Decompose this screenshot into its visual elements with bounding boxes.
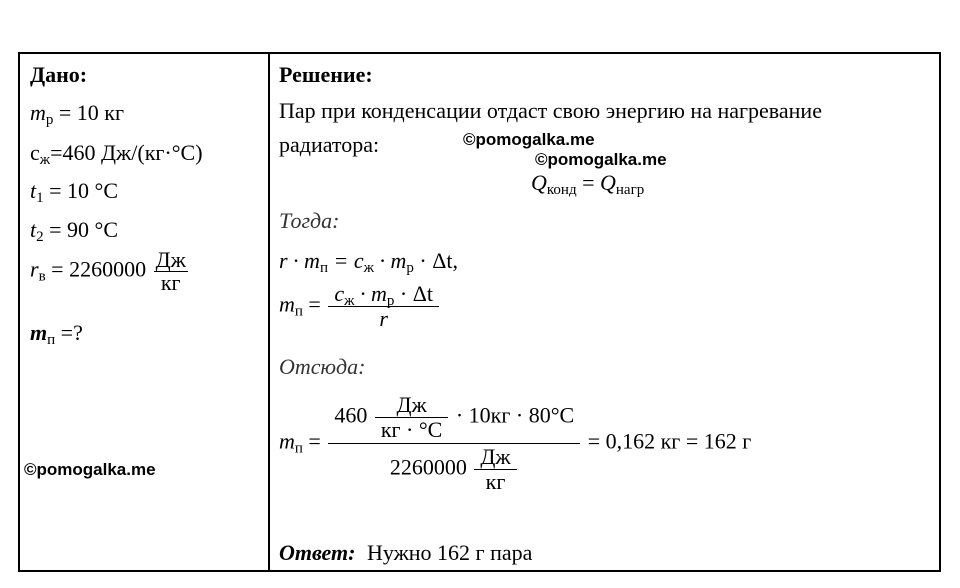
fraction-denominator: кг · °C [375, 417, 449, 442]
operator: = [302, 291, 327, 317]
solution-column [270, 54, 939, 570]
expression: · m [354, 281, 387, 306]
unit-fraction [375, 393, 449, 442]
equation-heat-balance [531, 170, 645, 198]
given-column [20, 54, 270, 570]
subscript: ж [39, 152, 51, 168]
expression: · Δt, [413, 248, 458, 273]
symbol: r [30, 256, 39, 282]
symbol: m [30, 100, 46, 125]
solution-intro-line2: радиатора: [279, 132, 380, 157]
subscript: в [38, 268, 46, 285]
equation-heat-relation [279, 248, 458, 276]
answer-text: Нужно 162 г пара [366, 540, 533, 565]
symbol: m [30, 320, 48, 345]
subscript: ж [344, 293, 355, 309]
value: = 10 кг [53, 100, 125, 125]
fraction-numerator [328, 392, 580, 443]
answer-line [279, 542, 532, 564]
unit-fraction [474, 445, 516, 494]
answer-label: Ответ: [279, 540, 356, 565]
subscript: конд [546, 182, 577, 198]
expression: r · m [279, 248, 320, 273]
symbol: t [30, 178, 37, 203]
subscript: 2 [36, 229, 44, 245]
given-t1 [30, 178, 119, 206]
expression: · m [373, 248, 407, 273]
symbol: Q [531, 170, 547, 195]
value: =? [55, 320, 83, 345]
equation-calculation [279, 392, 751, 495]
given-specific-heat [30, 140, 203, 168]
solution-header: Решение: [279, 62, 373, 87]
hence-label: Отсюда: [279, 354, 366, 379]
symbol: c [30, 140, 40, 165]
operator: = [302, 428, 327, 454]
subscript: нагр [615, 182, 645, 198]
value: = 2260000 [45, 256, 147, 282]
number: 2260000 [389, 454, 467, 480]
equation-mass-formula [279, 282, 441, 331]
fraction-numerator: Дж [396, 392, 427, 417]
expression: · Δt [394, 281, 433, 306]
then-label: Тогда: [279, 208, 340, 233]
subscript: п [319, 260, 328, 276]
result: = 0,162 кг = 162 г [582, 428, 752, 454]
fraction-denominator [328, 443, 580, 495]
fraction-denominator: r [328, 306, 439, 331]
value: = 10 °C [43, 178, 119, 203]
expression: · 10кг · 80°C [450, 402, 575, 428]
watermark: ©pomogalka.me [535, 150, 667, 169]
fraction-denominator: кг [154, 271, 188, 294]
subscript: п [294, 303, 303, 320]
formula-fraction [328, 282, 439, 331]
fraction-denominator: кг [474, 469, 516, 494]
given-t2 [30, 217, 119, 245]
watermark: ©pomogalka.me [24, 460, 156, 479]
subscript: ж [363, 260, 374, 276]
expression: c [334, 281, 345, 306]
unit-fraction [154, 249, 188, 294]
given-latent-heat [30, 249, 190, 294]
number: 460 [334, 402, 368, 428]
symbol: t [30, 217, 37, 242]
solution-table [18, 52, 941, 572]
given-mass-radiator [30, 100, 125, 128]
solution-intro-line1: Пар при конденсации отдаст свою энергию на нагревание [279, 98, 822, 123]
symbol: Q [600, 170, 616, 195]
given-find [30, 320, 83, 348]
subscript: р [406, 260, 414, 276]
operator: = [576, 170, 600, 195]
value: = 90 °C [43, 217, 119, 242]
subscript: р [45, 112, 54, 128]
fraction-numerator: Дж [155, 247, 186, 272]
fraction-numerator [328, 281, 439, 309]
fraction-numerator: Дж [480, 444, 511, 469]
given-header: Дано: [30, 62, 88, 87]
symbol: m [279, 428, 295, 454]
expression: = c [327, 248, 364, 273]
subscript: п [47, 332, 56, 348]
symbol: m [279, 291, 295, 317]
value: =460 Дж/(кг·°C) [50, 140, 203, 165]
watermark: ©pomogalka.me [463, 130, 595, 149]
calculation-fraction [328, 392, 580, 495]
subscript: 1 [36, 190, 44, 206]
subscript: р [386, 293, 395, 309]
subscript: п [294, 440, 303, 457]
